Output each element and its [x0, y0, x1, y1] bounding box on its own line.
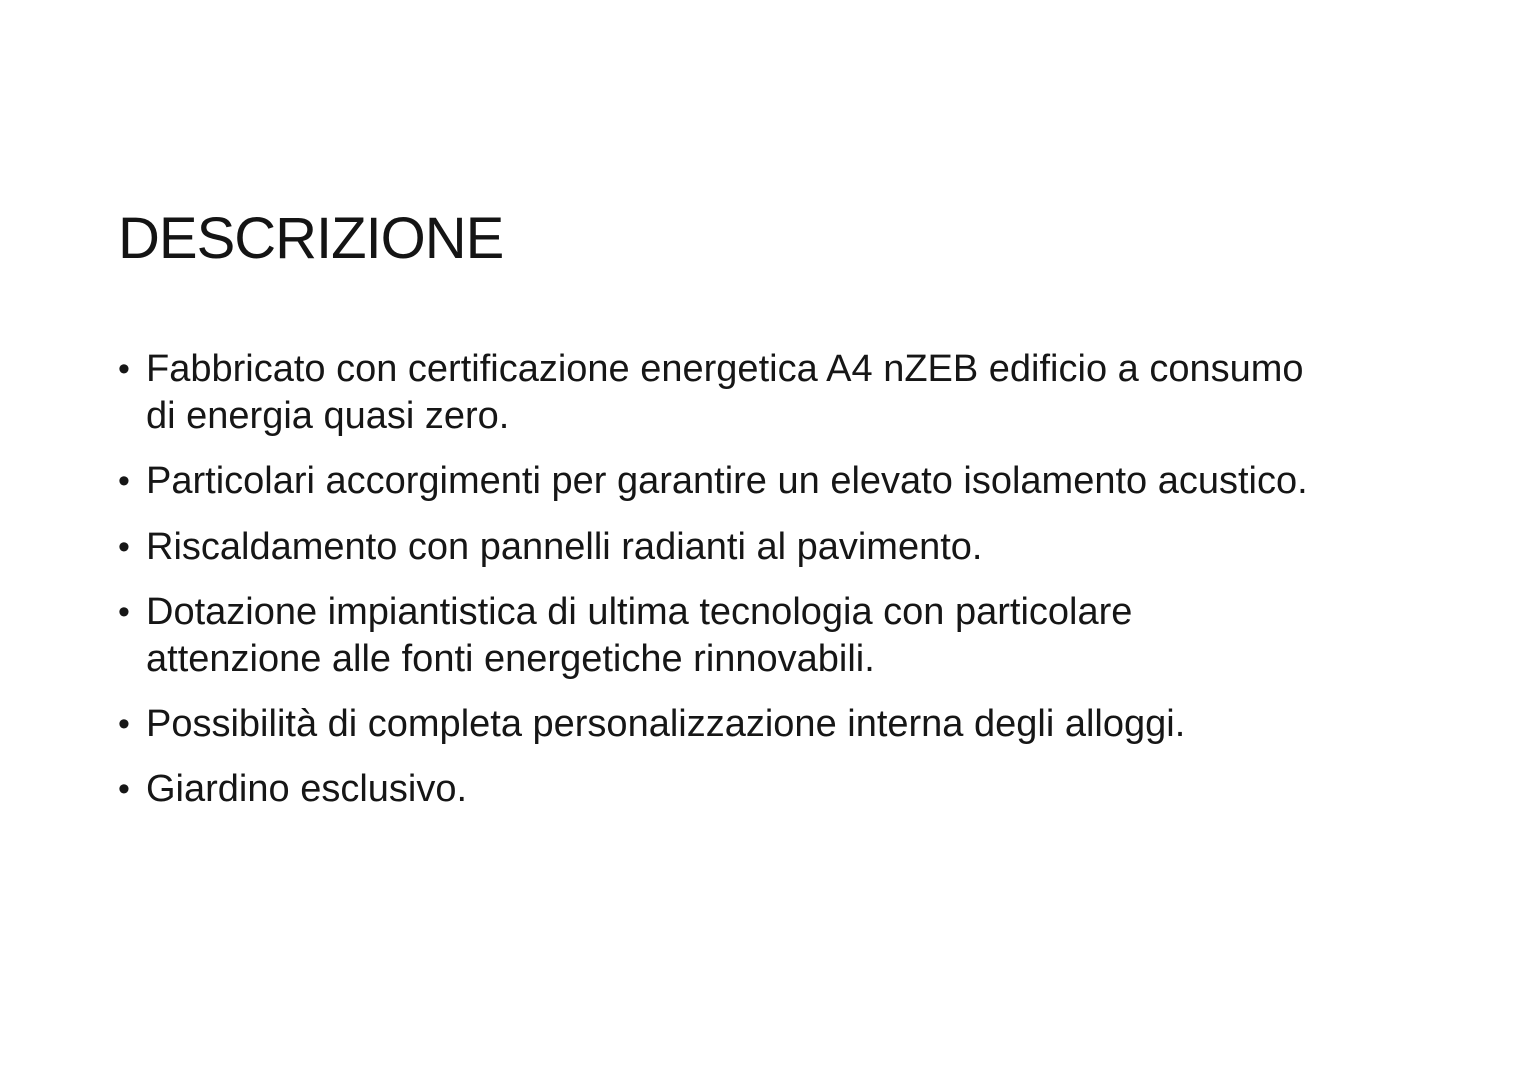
bullet-dot-icon: • — [118, 705, 130, 743]
bullet-dot-icon: • — [118, 462, 130, 500]
bullet-line: di energia quasi zero. — [146, 395, 510, 437]
bullet-line: Dotazione impiantistica di ultima tecnologia con particolare — [146, 591, 1133, 633]
bullet-item — [118, 589, 1458, 683]
bullet-item — [118, 524, 1458, 571]
bullet-text — [146, 766, 1458, 813]
bullet-text — [146, 346, 1458, 440]
bullet-line: attenzione alle fonti energetiche rinnovabili. — [146, 638, 875, 680]
bullet-text — [146, 458, 1458, 505]
bullet-dot-icon: • — [118, 528, 130, 566]
bullet-dot-icon: • — [118, 350, 130, 388]
bullet-item — [118, 346, 1458, 440]
bullet-text — [146, 701, 1458, 748]
bullet-text — [146, 589, 1458, 683]
bullet-line: Particolari accorgimenti per garantire un elevato isolamento acustico. — [146, 460, 1308, 502]
slide-title: DESCRIZIONE — [118, 206, 504, 271]
bullet-dot-icon: • — [118, 770, 130, 808]
bullet-item — [118, 458, 1458, 505]
bullet-item — [118, 701, 1458, 748]
bullet-line: Giardino esclusivo. — [146, 768, 468, 810]
bullet-text — [146, 524, 1458, 571]
bullet-line: Fabbricato con certificazione energetica A4 nZEB edificio a consumo — [146, 348, 1304, 390]
bullet-dot-icon: • — [118, 593, 130, 631]
bullet-line: Possibilità di completa personalizzazione interna degli alloggi. — [146, 703, 1186, 745]
bullet-item — [118, 766, 1458, 813]
bullet-line: Riscaldamento con pannelli radianti al pavimento. — [146, 526, 983, 568]
